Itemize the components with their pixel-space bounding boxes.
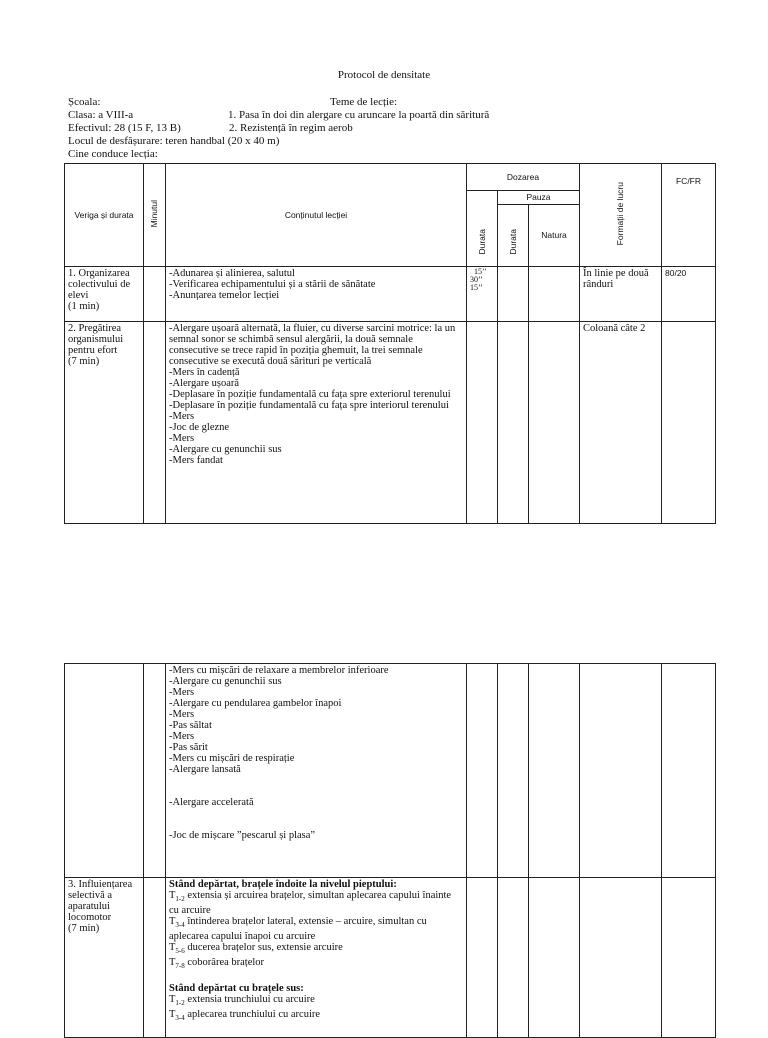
table-row bbox=[65, 322, 716, 524]
pauza-durata-cell bbox=[498, 267, 529, 322]
clasa-label: Clasa: a VIII-a bbox=[68, 109, 134, 121]
conduce-label: Cine conduce lecția: bbox=[68, 148, 158, 160]
list-item: -Mers bbox=[169, 731, 195, 742]
durata-value: 15’’ bbox=[474, 267, 487, 276]
tema-1: 1. Pasa în doi din alergare cu aruncare la poartă din săritură bbox=[228, 109, 490, 121]
list-item: -Mers bbox=[169, 709, 195, 720]
formatie-cell bbox=[580, 878, 662, 1038]
fcfr-1: 80/20 bbox=[662, 267, 716, 322]
col-natura-header: Natura bbox=[529, 205, 580, 267]
col-durata-header: Durata bbox=[467, 191, 498, 267]
list-item: -Deplasare în poziție fundamentală cu fața spre interiorul terenului bbox=[169, 400, 449, 411]
col-veriga-header: Veriga și durata bbox=[65, 164, 144, 267]
durata-value: 30’’ bbox=[470, 275, 483, 284]
teme-label: Teme de lecție: bbox=[330, 96, 398, 108]
formatie-2: Coloană câte 2 bbox=[580, 322, 662, 524]
list-item: -Alergare accelerată bbox=[169, 797, 254, 808]
protocol-table-page-1 bbox=[64, 163, 716, 524]
natura-cell bbox=[529, 322, 580, 524]
col-formatii-header: Formații de lucru bbox=[580, 164, 662, 267]
list-item: -Alergare ușoară bbox=[169, 378, 240, 389]
col-minutul-header: Minutul bbox=[144, 164, 166, 267]
veriga-3: 3. Influiențarea selectivă a aparatului locomotor (7 min) bbox=[65, 878, 144, 1038]
col-durata-pauza-header: Durata bbox=[498, 205, 529, 267]
continut-3 bbox=[166, 664, 467, 878]
scoala-label: Școala: bbox=[68, 96, 101, 108]
list-item: $T_{5-6}$ ducerea brațelor sus, extensie arcuire bbox=[169, 942, 343, 956]
veriga-1: 1. Organizarea colectivului de elevi (1 min) bbox=[65, 267, 144, 322]
col-fcfr-header: FC/FR bbox=[662, 164, 716, 267]
list-item: -Mers în cadență bbox=[169, 367, 240, 378]
veriga-cell bbox=[65, 664, 144, 878]
list-item: -Alergare cu genunchii sus bbox=[169, 676, 282, 687]
protocol-table-page-2 bbox=[64, 663, 716, 1038]
list-item: -Alergare ușoară alternată, la fluier, cu diverse sarcini motrice: la un semnal sonor se schimbă sensul alergării, la două semnale consecutive se trece rapid în poziția ghemuit, la trei semnale consecutive se execută două sărituri pe verticală bbox=[169, 323, 456, 367]
col-continut-header: Conținutul lecției bbox=[166, 164, 467, 267]
pauza-durata-cell bbox=[498, 322, 529, 524]
formatie-1: În linie pe două rânduri bbox=[580, 267, 662, 322]
list-item: -Alergare cu pendularea gambelor înapoi bbox=[169, 698, 342, 709]
durata-cell bbox=[467, 322, 498, 524]
section-heading: Stând depărtat, brațele îndoite la nivelul pieptului: bbox=[169, 879, 397, 890]
list-item: -Mers cu mișcări de relaxare a membrelor inferioare bbox=[169, 665, 389, 676]
section-heading: Stând depărtat cu brațele sus: bbox=[169, 983, 304, 995]
continut-1 bbox=[166, 267, 467, 322]
durata-cell bbox=[467, 878, 498, 1038]
table-row bbox=[65, 878, 716, 1038]
list-item: -Mers bbox=[169, 433, 195, 444]
pauza-durata-cell bbox=[498, 664, 529, 878]
durata-cell bbox=[467, 664, 498, 878]
list-item: -Pas săltat bbox=[169, 720, 212, 731]
minutul-cell bbox=[144, 267, 166, 322]
natura-cell bbox=[529, 878, 580, 1038]
list-item: -Joc de mișcare ”pescarul și plasa” bbox=[169, 830, 316, 841]
durata-value: 15’’ bbox=[470, 283, 483, 292]
list-item: $T_{1-2}$ extensia trunchiului cu arcuire bbox=[169, 994, 315, 1008]
list-item: -Alergare cu genunchii sus bbox=[169, 444, 282, 455]
minutul-cell bbox=[144, 322, 166, 524]
fcfr-cell bbox=[662, 322, 716, 524]
list-item: -Joc de glezne bbox=[169, 422, 230, 433]
fcfr-cell bbox=[662, 664, 716, 878]
minutul-cell bbox=[144, 664, 166, 878]
document-title: Protocol de densitate bbox=[337, 69, 431, 81]
list-item: -Adunarea și alinierea, salutul bbox=[169, 268, 295, 279]
continut-2 bbox=[166, 322, 467, 524]
list-item: -Deplasare în poziție fundamentală cu fața spre exteriorul terenului bbox=[169, 389, 451, 400]
list-item: -Mers bbox=[169, 411, 195, 422]
efectivul-label: Efectivul: 28 (15 F, 13 B) bbox=[68, 122, 181, 134]
pauza-durata-cell bbox=[498, 878, 529, 1038]
locul-label: Locul de desfășurare: teren handbal (20 x 40 m) bbox=[68, 135, 280, 147]
minutul-cell bbox=[144, 878, 166, 1038]
veriga-2: 2. Pregătirea organismului pentru efort (7 min) bbox=[65, 322, 144, 524]
list-item: $T_{3-4}$ aplecarea trunchiului cu arcuire bbox=[169, 1009, 321, 1023]
continut-4 bbox=[166, 878, 467, 1038]
list-item: -Verificarea echipamentului și a stării de sănătate bbox=[169, 279, 376, 290]
fcfr-cell bbox=[662, 878, 716, 1038]
col-pauza-header: Pauza bbox=[498, 191, 580, 205]
list-item: -Mers bbox=[169, 687, 195, 698]
table-row bbox=[65, 664, 716, 878]
list-item: $T_{3-4}$ întinderea brațelor lateral, extensie – arcuire, simultan cu aplecarea capului înapoi cu arcuire bbox=[169, 916, 427, 943]
list-item: -Alergare lansată bbox=[169, 764, 241, 775]
table-row bbox=[65, 267, 716, 322]
natura-cell bbox=[529, 267, 580, 322]
formatie-cell bbox=[580, 664, 662, 878]
durata-1 bbox=[467, 267, 498, 322]
list-item: -Mers cu mișcări de respirație bbox=[169, 753, 295, 764]
list-item: -Pas sărit bbox=[169, 742, 208, 753]
col-dozarea-header: Dozarea bbox=[467, 164, 580, 191]
list-item: -Anunțarea temelor lecției bbox=[169, 290, 280, 301]
tema-2: 2. Rezistență în regim aerob bbox=[229, 122, 353, 134]
natura-cell bbox=[529, 664, 580, 878]
list-item: $T_{7-8}$ coborârea brațelor bbox=[169, 957, 265, 971]
list-item: $T_{1-2}$ extensia și arcuirea brațelor, simultan aplecarea capului înainte cu arcuire bbox=[169, 890, 452, 917]
list-item: -Mers fandat bbox=[169, 455, 223, 466]
